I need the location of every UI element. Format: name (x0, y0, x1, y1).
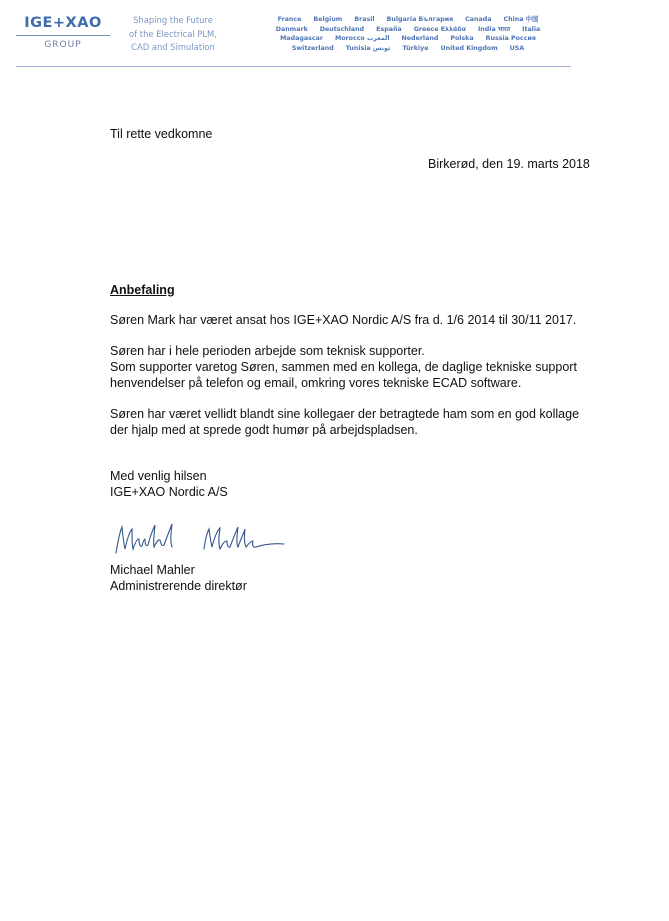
country: Madagascar (280, 35, 323, 42)
paragraph-role-line: Søren har i hele perioden arbejde som teknisk supporter. (110, 344, 425, 358)
country: Greece Ελλάδα (413, 25, 466, 33)
handwritten-signature (112, 519, 292, 559)
country-list (258, 15, 558, 53)
tagline-line: Shaping the Future (133, 15, 213, 25)
country: India भारत (477, 25, 511, 33)
country: China 中国 (503, 16, 539, 23)
country: Danmark (275, 25, 308, 33)
salutation: Til rette vedkomne (110, 127, 213, 141)
country: Tunisia تونس (345, 44, 391, 52)
tagline-line: of the Electrical PLM, (129, 28, 217, 39)
signer-title: Administrerende direktør (110, 579, 247, 593)
country: United Kingdom (440, 44, 498, 52)
country: Italia (522, 25, 541, 33)
paragraph-character-line: der hjalp med at sprede godt humør på arbejdspladsen. (110, 423, 418, 437)
company-name: IGE+XAO Nordic A/S (110, 485, 228, 499)
closing: Med venlig hilsen (110, 469, 207, 483)
country-row (258, 25, 558, 35)
country: France (277, 16, 302, 23)
country: Nederland (401, 35, 439, 42)
country: Belgium (313, 16, 343, 23)
country: USA (509, 44, 525, 52)
country-row (258, 44, 558, 54)
country: Canada (465, 16, 492, 23)
logo-group-label: GROUP (44, 40, 82, 50)
tagline-line: CAD and Simulation (131, 42, 215, 52)
paragraph-employment: Søren Mark har været ansat hos IGE+XAO Nordic A/S fra d. 1/6 2014 til 30/11 2017. (110, 313, 577, 327)
country-row (258, 15, 558, 25)
company-tagline (124, 14, 222, 55)
country: Polska (450, 35, 474, 42)
place-date: Birkerød, den 19. marts 2018 (428, 157, 590, 171)
country: Morocco المغرب (334, 35, 390, 42)
country: España (376, 25, 402, 33)
logo-divider (16, 35, 110, 36)
signer-name: Michael Mahler (110, 563, 195, 577)
letter-heading: Anbefaling (110, 283, 175, 297)
country: Türkiye (402, 44, 429, 52)
paragraph-role-line: Som supporter varetog Søren, sammen med en kollega, de daglige tekniske support (110, 360, 577, 374)
country-row (258, 34, 558, 44)
company-logo (16, 14, 110, 51)
country: Brasil (354, 16, 375, 23)
country: Russia Россия (485, 35, 536, 42)
country: Switzerland (291, 44, 334, 52)
paragraph-role-line: henvendelser på telefon og email, omkring vores tekniske ECAD software. (110, 376, 522, 390)
country: Deutschland (319, 25, 365, 33)
paragraph-character-line: Søren har været vellidt blandt sine kollegaer der betragtede ham som en god kollage (110, 407, 580, 421)
logo-wordmark: IGE+XAO (24, 15, 102, 31)
country: Bulgaria България (386, 16, 454, 23)
header-divider (16, 66, 571, 67)
